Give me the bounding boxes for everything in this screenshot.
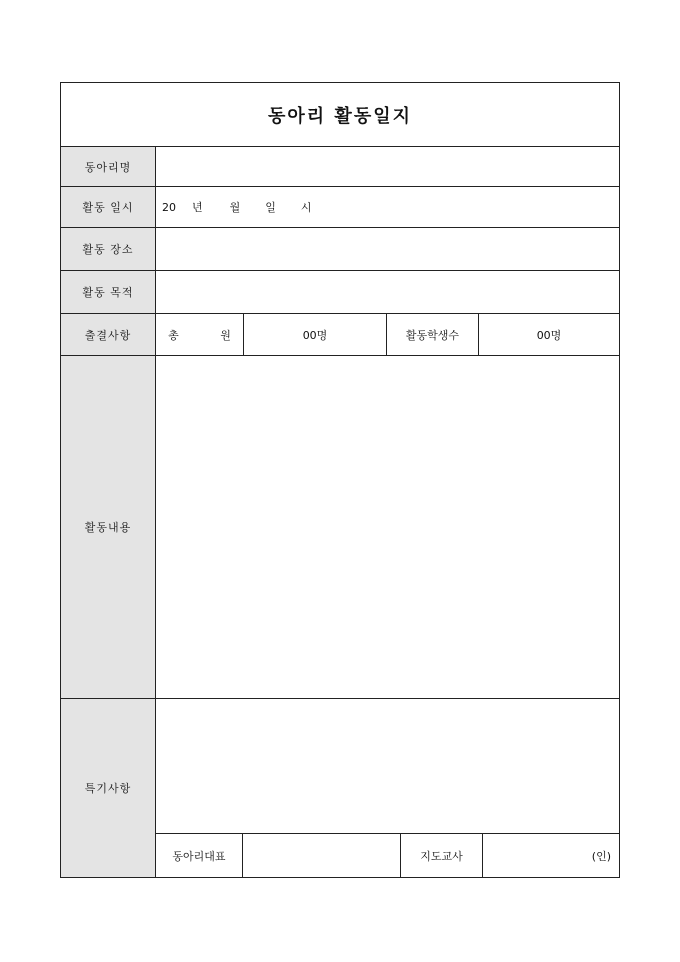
date-label: 활동 일시 <box>61 187 155 227</box>
club-name-label: 동아리명 <box>61 147 155 186</box>
total-label: 총 원 <box>168 328 231 342</box>
total-value[interactable]: 00명 <box>302 328 328 342</box>
place-label: 활동 장소 <box>61 228 155 270</box>
form-title: 동아리 활동일지 <box>268 105 412 127</box>
purpose-label: 활동 목적 <box>61 271 155 313</box>
club-rep-field[interactable] <box>243 834 400 877</box>
year-prefix: 20 <box>162 200 176 214</box>
purpose-field[interactable] <box>156 271 619 313</box>
content-label: 활동내용 <box>61 356 155 698</box>
attendance-label: 출결사항 <box>61 314 155 355</box>
year-unit: 년 <box>192 201 203 214</box>
advisor-label: 지도교사 <box>420 849 463 863</box>
active-students-value[interactable]: 00명 <box>536 328 562 342</box>
active-students-label: 활동학생수 <box>405 328 460 342</box>
seal-mark: (인) <box>591 849 611 863</box>
day-unit: 일 <box>265 201 276 214</box>
club-rep-label: 동아리대표 <box>172 849 226 863</box>
advisor-signature-field[interactable] <box>483 834 619 877</box>
place-field[interactable] <box>156 228 619 270</box>
notes-field[interactable] <box>156 699 619 833</box>
month-unit: 월 <box>229 201 241 214</box>
date-field[interactable] <box>156 187 619 227</box>
club-activity-log-form <box>60 82 620 878</box>
content-field[interactable] <box>156 356 619 698</box>
hour-unit: 시 <box>300 201 312 214</box>
club-name-field[interactable] <box>156 147 619 186</box>
notes-label: 특기사항 <box>61 699 155 877</box>
